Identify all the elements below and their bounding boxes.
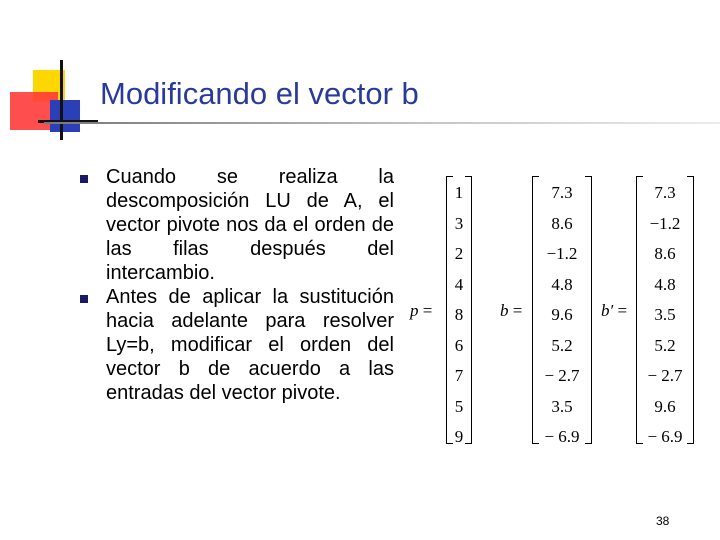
p-vector <box>446 176 472 444</box>
vector-cell: − 6.9 <box>647 427 683 446</box>
vector-cell: 6 <box>454 335 464 355</box>
bullet-item <box>76 165 394 285</box>
bullet-item <box>76 285 394 405</box>
vector-cell: 5.2 <box>551 335 573 355</box>
vector-cell: 1 <box>454 183 464 202</box>
p-vector-label: p = <box>410 301 433 320</box>
square-bullet-icon <box>80 175 88 183</box>
vector-cell: 9.6 <box>654 396 676 416</box>
vector-cell: 9.6 <box>551 305 573 324</box>
b-vector <box>532 176 592 444</box>
vector-cell: 8.6 <box>654 244 676 263</box>
vector-cell: 7.3 <box>654 183 676 202</box>
vector-cell: 8.6 <box>551 213 573 233</box>
vector-cell: 9 <box>454 427 464 446</box>
vector-cell: 8 <box>454 305 464 324</box>
logo-vertical-line <box>60 60 63 140</box>
vector-cell: 4 <box>454 274 464 294</box>
bullet-text: Antes de aplicar la sustitución hacia adelante para resolver Ly=b, modificar el orden del vector b de acuerdo a las entradas del vector pivote. <box>106 286 394 404</box>
b-vector-label: b = <box>500 301 523 320</box>
vector-cell: 3 <box>454 213 464 233</box>
vector-cell: − 2.7 <box>647 366 683 385</box>
page-number: 38 <box>656 514 670 528</box>
slide-title: Modificando el vector b <box>100 76 419 111</box>
vector-cell: 3.5 <box>551 396 573 416</box>
vector-cell: 7.3 <box>551 183 573 202</box>
bullet-text: Cuando se realiza la descomposición LU de A, el vector pivote nos da el orden de las filas después del intercambio. <box>106 166 394 284</box>
vector-cell: 4.8 <box>654 274 676 294</box>
logo-blue-square <box>50 100 80 132</box>
bprime-vector-label: b′ = <box>601 301 628 320</box>
square-bullet-icon <box>80 295 88 303</box>
vector-cell: 4.8 <box>551 274 573 294</box>
vector-cell: 7 <box>454 366 464 385</box>
vector-cell: 3.5 <box>654 305 676 324</box>
bullet-list <box>76 165 394 405</box>
slide-corner-logo <box>0 0 100 150</box>
vector-cell: 5 <box>454 396 464 416</box>
vector-cell: − 6.9 <box>544 427 580 446</box>
bprime-vector <box>636 176 694 444</box>
title-divider <box>44 122 720 124</box>
vector-cell: 5.2 <box>654 335 676 355</box>
vector-cell: 2 <box>454 244 464 263</box>
vector-cell: −1.2 <box>649 213 681 233</box>
vector-cell: −1.2 <box>546 244 578 263</box>
vector-cell: − 2.7 <box>544 366 580 385</box>
